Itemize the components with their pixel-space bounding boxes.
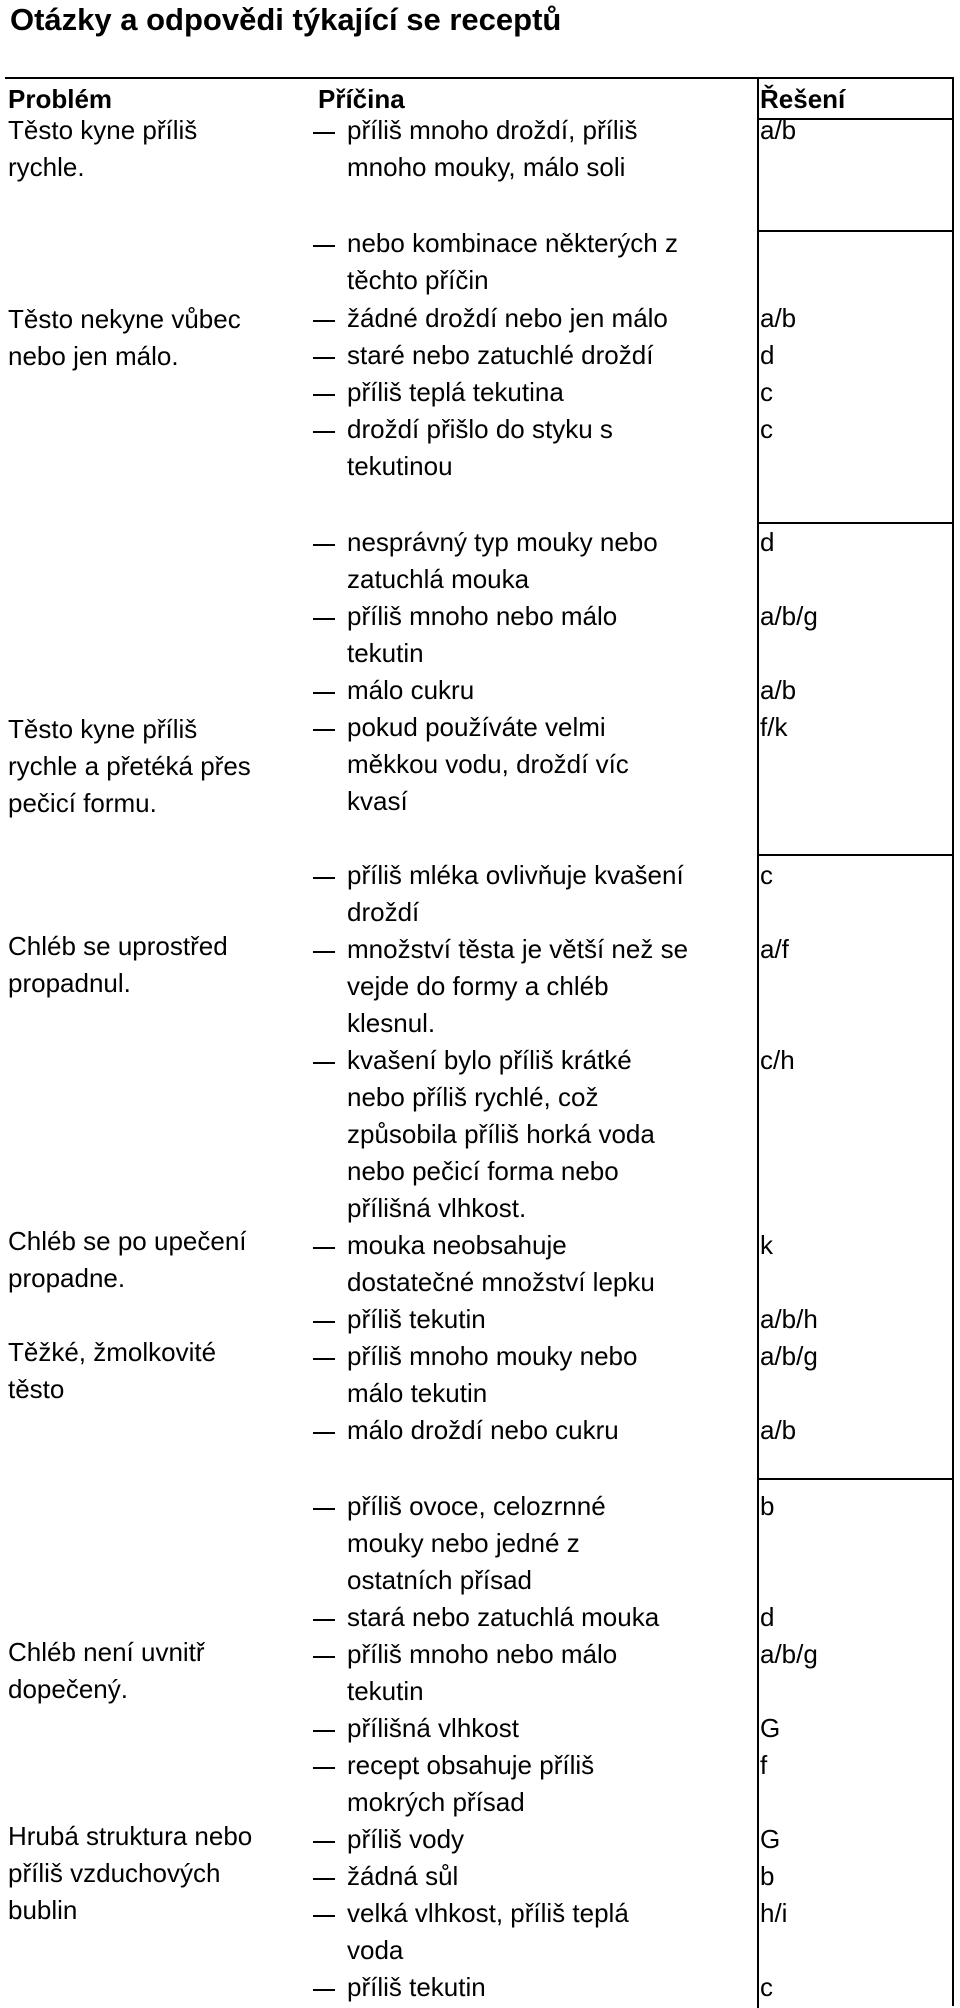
cause-cell: málo cukru: [347, 675, 475, 705]
problem-cell: Chléb není uvnitř dopečený.: [8, 1637, 205, 1704]
problem-cell: Chléb se uprostřed propadnul.: [8, 931, 228, 998]
solution-cell: a/b/g: [760, 1341, 818, 1371]
column-header-solution: Řešení: [760, 84, 846, 114]
solution-cell: d: [760, 1602, 775, 1632]
cause-cell: příliš mléka ovlivňuje kvašení droždí: [347, 860, 684, 927]
cause-cell: žádné droždí nebo jen málo: [347, 303, 668, 333]
cause-cell: málo droždí nebo cukru: [347, 1415, 619, 1445]
solution-cell: f: [760, 1750, 768, 1780]
cause-cell: příliš mnoho nebo málo tekutin: [347, 601, 618, 668]
cause-cell: příliš mnoho nebo málo tekutin: [347, 1639, 618, 1706]
column-header-problem: Problém: [8, 84, 113, 114]
solution-cell: a/b: [760, 1415, 797, 1445]
problem-cell: Těsto nekyne vůbec nebo jen málo.: [8, 304, 241, 371]
cause-bullet: [313, 1508, 335, 1510]
cause-bullet: [313, 951, 335, 953]
cause-bullet: [313, 1656, 335, 1658]
problem-cell: Těsto kyne příliš rychle.: [8, 115, 198, 182]
cause-bullet: [313, 618, 335, 620]
solution-cell: k: [760, 1230, 773, 1260]
cause-cell: příliš tekutin: [347, 1972, 486, 2002]
solution-cell: a/b: [760, 115, 797, 145]
cause-cell: staré nebo zatuchlé droždí: [347, 340, 654, 370]
column-header-cause: Příčina: [318, 84, 405, 114]
solution-cell: b: [760, 1491, 775, 1521]
cause-cell: recept obsahuje příliš mokrých přísad: [347, 1750, 595, 1817]
cause-cell: příliš teplá tekutina: [347, 377, 564, 407]
cause-bullet: [313, 394, 335, 396]
solution-cell: c/h: [760, 1045, 795, 1075]
row-divider: [757, 230, 954, 232]
cause-cell: žádná sůl: [347, 1861, 459, 1891]
cause-bullet: [313, 132, 335, 134]
cause-cell: množství těsta je větší než se vejde do formy a chléb klesnul.: [347, 934, 689, 1038]
cause-bullet: [313, 1062, 335, 1064]
solution-cell: a/f: [760, 934, 789, 964]
cause-cell: stará nebo zatuchlá mouka: [347, 1602, 660, 1632]
problem-cell: Chléb se po upečení propadne.: [8, 1226, 247, 1293]
problem-cell: Těžké, žmolkovité těsto: [8, 1337, 217, 1404]
cause-bullet: [313, 1321, 335, 1323]
cause-bullet: [313, 1989, 335, 1991]
cause-cell: kvašení bylo příliš krátké nebo příliš rychlé, což způsobila příliš horká voda nebo pečicí forma nebo přílišná vlhkost.: [347, 1045, 655, 1223]
solution-cell: d: [760, 527, 775, 557]
solution-cell: G: [760, 1824, 781, 1854]
solution-cell: d: [760, 340, 775, 370]
cause-cell: příliš ovoce, celozrnné mouky nebo jedné z ostatních přísad: [347, 1491, 606, 1595]
solution-cell: a/b: [760, 675, 797, 705]
solution-cell: b: [760, 1861, 775, 1891]
row-divider: [757, 522, 954, 524]
solution-cell: f/k: [760, 712, 788, 742]
solution-cell: a/b/g: [760, 601, 818, 631]
cause-bullet: [313, 692, 335, 694]
problem-cell: Hrubá struktura nebo příliš vzduchových bublin: [8, 1821, 253, 1925]
solution-cell: c: [760, 414, 773, 444]
cause-bullet: [313, 1358, 335, 1360]
cause-cell: nesprávný typ mouky nebo zatuchlá mouka: [347, 527, 658, 594]
solution-cell: a/b/h: [760, 1304, 818, 1334]
cause-cell: příliš vody: [347, 1824, 465, 1854]
solution-cell: a/b: [760, 303, 797, 333]
cause-bullet: [313, 1730, 335, 1732]
cause-bullet: [313, 877, 335, 879]
solution-cell: G: [760, 1713, 781, 1743]
cause-bullet: [313, 357, 335, 359]
cause-cell: příliš mnoho mouky nebo málo tekutin: [347, 1341, 638, 1408]
problem-cell: Těsto kyne příliš rychle a přetéká přes pečicí formu.: [8, 714, 251, 818]
cause-cell: droždí přišlo do styku s tekutinou: [347, 414, 613, 481]
solution-column-divider: [757, 79, 759, 2008]
cause-bullet: [313, 544, 335, 546]
cause-bullet: [313, 1432, 335, 1434]
page-title: Otázky a odpovědi týkající se receptů: [10, 2, 562, 37]
cause-bullet: [313, 1247, 335, 1249]
cause-bullet: [313, 1619, 335, 1621]
cause-cell: velká vlhkost, příliš teplá voda: [347, 1898, 629, 1965]
cause-cell: příliš tekutin: [347, 1304, 486, 1334]
solution-cell: h/i: [760, 1898, 788, 1928]
cause-cell: přílišná vlhkost: [347, 1713, 519, 1743]
cause-cell: mouka neobsahuje dostatečné množství lepku: [347, 1230, 655, 1297]
cause-bullet: [313, 1767, 335, 1769]
solution-cell: c: [760, 1972, 773, 2002]
solution-cell: c: [760, 860, 773, 890]
solution-cell: a/b/g: [760, 1639, 818, 1669]
cause-bullet: [313, 245, 335, 247]
cause-bullet: [313, 320, 335, 322]
cause-bullet: [313, 431, 335, 433]
solution-cell: c: [760, 377, 773, 407]
cause-cell: příliš mnoho droždí, příliš mnoho mouky, málo soli: [347, 115, 638, 182]
cause-bullet: [313, 729, 335, 731]
cause-cell: pokud používáte velmi měkkou vodu, droždí víc kvasí: [347, 712, 629, 816]
cause-bullet: [313, 1841, 335, 1843]
cause-cell: nebo kombinace některých z těchto příčin: [347, 228, 678, 295]
cause-bullet: [313, 1878, 335, 1880]
cause-bullet: [313, 1915, 335, 1917]
row-divider: [757, 854, 954, 856]
row-divider: [757, 1478, 954, 1480]
